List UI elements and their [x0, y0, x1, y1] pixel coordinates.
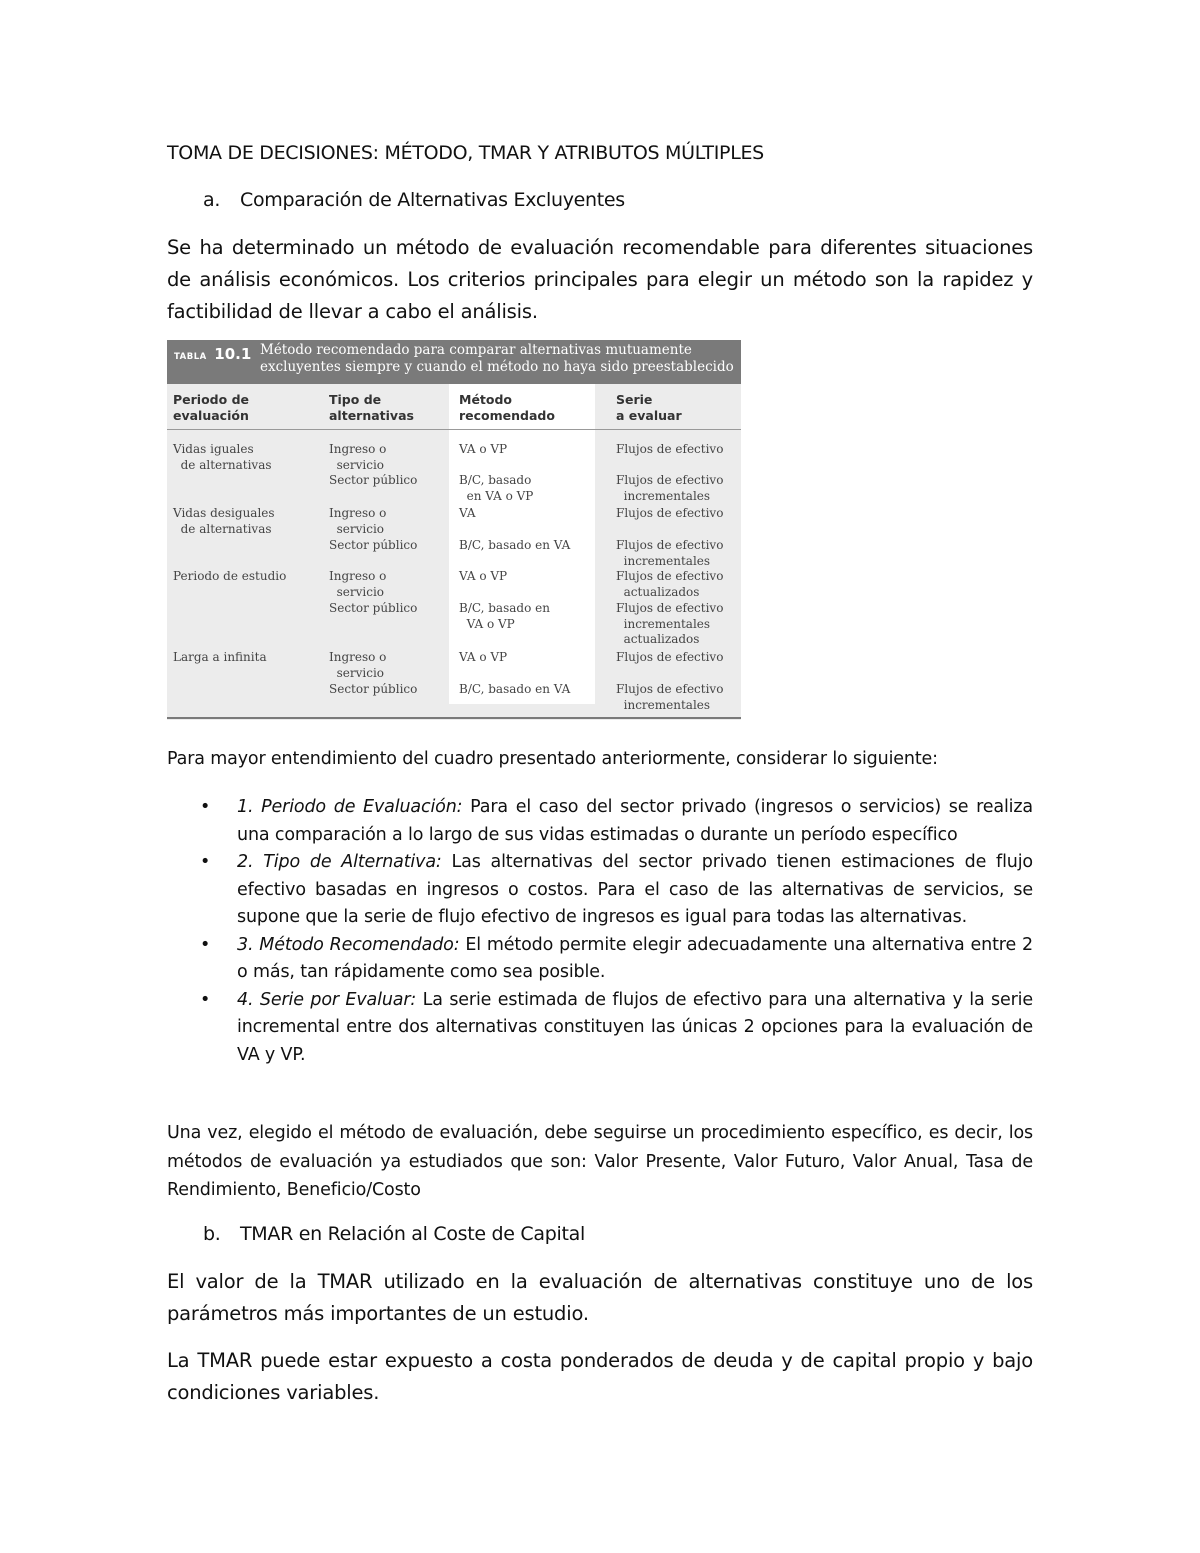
table-cell: Flujos de efectivo actualizados: [616, 569, 724, 599]
bullet-text: El método permite elegir adecuadamente una alternativa entre 2 o más, tan rápidamente como sea posible.: [237, 934, 1033, 982]
table-figure: [167, 340, 741, 720]
bullet-icon: •: [200, 852, 211, 872]
table-cell: Sector público: [329, 538, 418, 552]
table-rule-bottom: [167, 717, 741, 719]
table-cell: Flujos de efectivo incrementales actualizados: [616, 601, 724, 646]
table-cell: B/C, basado en VA o VP: [459, 601, 550, 631]
section-b-letter: b.: [203, 1223, 221, 1245]
table-cell: Flujos de efectivo: [616, 650, 724, 664]
table-cell: Vidas iguales de alternativas: [173, 442, 272, 472]
bullet-list: [167, 794, 1033, 1069]
table-header-metodo: Método recomendado: [459, 392, 555, 423]
table-cell: VA o VP: [459, 442, 508, 456]
table-cell: Sector público: [329, 473, 418, 487]
table-cell: VA o VP: [459, 569, 508, 583]
table-cell: B/C, basado en VA: [459, 682, 571, 696]
list-item: [167, 932, 1033, 987]
section-b-heading: [167, 1223, 585, 1245]
section-b-paragraph-1: El valor de la TMAR utilizado en la evaluación de alternativas constituye uno de los parámetros más importantes de un estudio.: [167, 1270, 1033, 1325]
table-cell: Flujos de efectivo incrementales: [616, 682, 724, 712]
bullet-label: 2. Tipo de Alternativa:: [237, 852, 442, 872]
table-cell: Flujos de efectivo: [616, 442, 724, 456]
conclusion-text: Una vez, elegido el método de evaluación, debe seguirse un procedimiento específico, es decir, los métodos de evaluación ya estudiados que son: Valor Presente, Valor Futuro, Valor Anual, Tasa de Rendimiento, Beneficio/Costo: [167, 1123, 1033, 1200]
bullet-label: 3. Método Recomendado:: [237, 934, 460, 955]
table-header-serie: Serie a evaluar: [616, 392, 682, 423]
table-cell: B/C, basado en VA: [459, 538, 571, 552]
document-title: TOMA DE DECISIONES: MÉTODO, TMAR Y ATRIBUTOS MÚLTIPLES: [167, 142, 764, 164]
table-header-periodo: Periodo de evaluación: [173, 392, 249, 423]
table-caption-line1: Método recomendado para comparar alternativas mutuamente: [260, 342, 692, 358]
table-cell: Flujos de efectivo incrementales: [616, 473, 724, 503]
section-a-title: Comparación de Alternativas Excluyentes: [240, 189, 625, 211]
table-cell: VA o VP: [459, 650, 508, 664]
table-cell: Ingreso o servicio: [329, 650, 387, 680]
bullet-icon: •: [200, 797, 211, 817]
table-caption: [260, 342, 740, 376]
section-a-letter: a.: [203, 189, 221, 211]
table-cell: Ingreso o servicio: [329, 442, 387, 472]
bullet-text: Las alternativas del sector privado tienen estimaciones de flujo efectivo basadas en ingresos o costos. Para el caso de las alternativas de servicios, se supone que la serie de flujo efectivo de ingresos es igual para todas las alternativas.: [237, 852, 1033, 927]
bullet-text: Para el caso del sector privado (ingresos o servicios) se realiza una comparación a lo largo de sus vidas estimadas o durante un período específico: [237, 797, 1033, 845]
table-tag-number: 10.1: [214, 345, 252, 363]
table-header-tipo: Tipo de alternativas: [329, 392, 414, 423]
table-tag-label: TABLA: [174, 352, 207, 362]
table-cell: Sector público: [329, 682, 418, 696]
table-cell: Sector público: [329, 601, 418, 615]
bullet-label: 4. Serie por Evaluar:: [237, 989, 417, 1010]
table-tag: [174, 344, 251, 363]
table-header-band: [167, 340, 741, 382]
table-cell: Flujos de efectivo: [616, 506, 724, 520]
table-rule-mid: [167, 429, 741, 430]
table-cell: Flujos de efectivo incrementales: [616, 538, 724, 568]
bullet-icon: •: [200, 989, 211, 1010]
bullet-label: 1. Periodo de Evaluación:: [237, 797, 463, 817]
list-item: [167, 987, 1033, 1070]
table-cell: Larga a infinita: [173, 650, 267, 664]
table-cell: Ingreso o servicio: [329, 506, 387, 536]
table-cell: Vidas desiguales de alternativas: [173, 506, 275, 536]
table-cell: VA: [459, 506, 476, 520]
section-b-paragraph-2: La TMAR puede estar expuesto a costa ponderados de deuda y de capital propio y bajo condiciones variables.: [167, 1349, 1033, 1404]
table-cell: Periodo de estudio: [173, 569, 287, 583]
intro-text: Para mayor entendimiento del cuadro presentado anteriormente, considerar lo siguiente:: [167, 749, 938, 769]
bullet-text: La serie estimada de flujos de efectivo para una alternativa y la serie incremental entre dos alternativas constituyen las únicas 2 opciones para la evaluación de VA y VP.: [237, 989, 1033, 1065]
table-cell: Ingreso o servicio: [329, 569, 387, 599]
list-item: [167, 794, 1033, 849]
bullet-icon: •: [200, 934, 211, 955]
section-a-paragraph: Se ha determinado un método de evaluación recomendable para diferentes situaciones de análisis económicos. Los criterios principales para elegir un método son la rapidez y factibilidad de llevar a cabo el análisis.: [167, 236, 1033, 323]
list-item: [167, 849, 1033, 932]
table-caption-line2: excluyentes siempre y cuando el método no haya sido preestablecido: [260, 359, 734, 375]
section-a-heading: [167, 189, 625, 211]
section-b-title: TMAR en Relación al Coste de Capital: [240, 1223, 585, 1245]
table-cell: B/C, basado en VA o VP: [459, 473, 534, 503]
